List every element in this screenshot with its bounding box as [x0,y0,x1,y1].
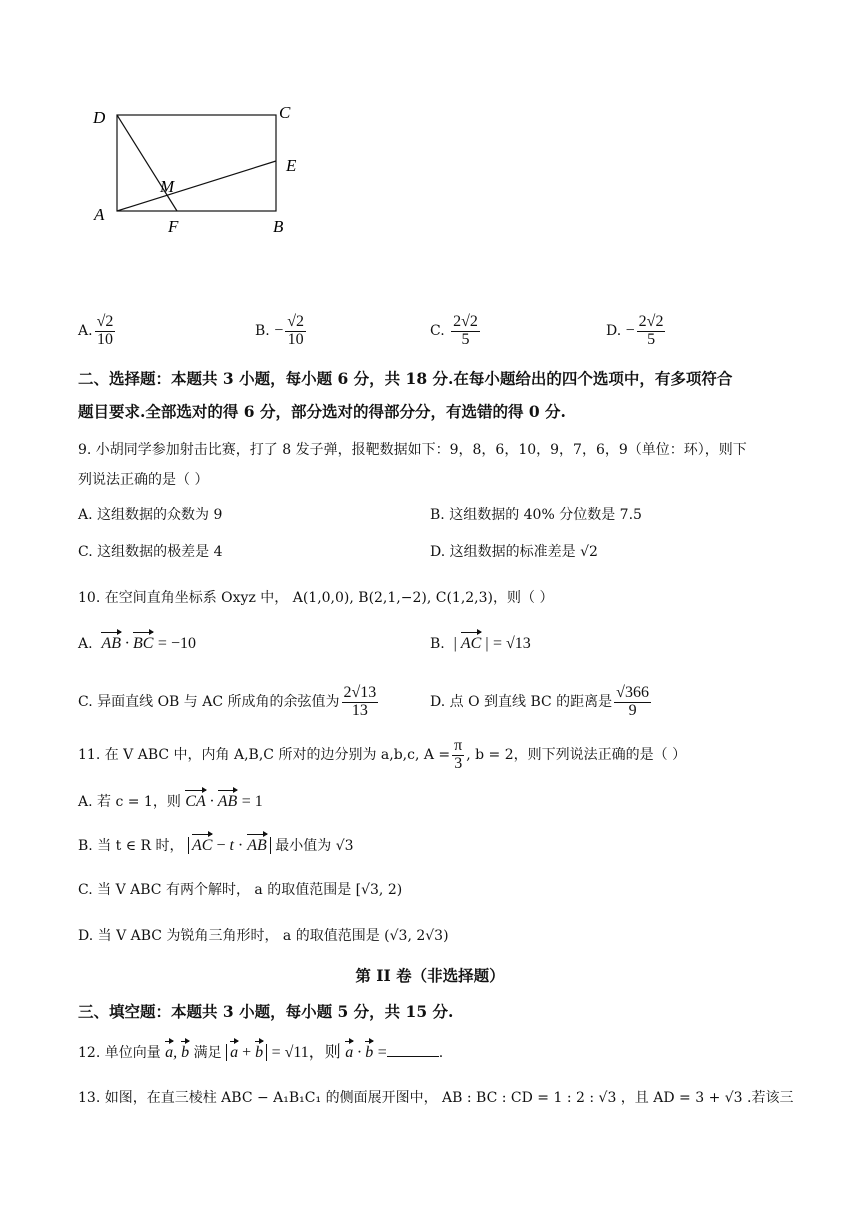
q11-option-a: A. 若 c = 1，则 CA · AB = 1 [78,793,263,810]
q8-option-c: C. $\frac{2√2}{5}$ [430,312,478,348]
rect-abcd [117,115,276,211]
q8-option-d: D. − $\frac{2√2}{5}$ [606,312,664,348]
q9-stem-line2: 列说法正确的是（ ） [78,472,209,488]
q8-option-b: B. − $\frac{√2}{10}$ [255,312,305,348]
q9-stem-line1: 9. 小胡同学参加射击比赛，打了 8 发子弹，报靶数据如下：9，8，6，10，9，7，6，9（单位：环），则下 [78,442,747,458]
q11-option-b: B. 当 t ∈ R 时， AC − t · AB 最小值为 √3 [78,837,354,854]
label-f: F [168,217,179,236]
q11-option-c: C. 当 V ABC 有两个解时， a 的取值范围是 [√3, 2) [78,882,403,898]
label-e: E [286,156,297,175]
q8-option-a: A. $\frac{√2}{10}$ [78,312,114,348]
q9-option-b: B. 这组数据的 40% 分位数是 7.5 [430,507,642,523]
label-d: D [93,108,106,127]
label-m: M [160,177,175,196]
label-a: A [94,205,105,224]
q12-answer-blank [387,1042,439,1057]
q9-option-d: D. 这组数据的标准差是 √2 [430,544,598,560]
q10-option-b: B. | AC | = √13 [430,635,531,652]
part2-title: 第 II 卷（非选择题） [355,966,505,985]
label-b: B [273,217,284,236]
section2-heading-line1: 二、选择题：本题共 3 小题，每小题 6 分，共 18 分.在每小题给出的四个选项中，有多项符合 [78,369,733,388]
q13-stem: 13. 如图，在直三棱柱 ABC − A₁B₁C₁ 的侧面展开图中， AB : BC : CD = 1 : 2 : √3 ，且 AD = 3 + √3 .若该三 [78,1090,794,1106]
q10-stem: 10. 在空间直角坐标系 Oxyz 中， A(1,0,0), B(2,1,−2), C(1,2,3)，则（ ） [78,590,554,606]
q12-stem: 12. 单位向量 a, b 满足 a + b = √11，则 a · b = . [78,1044,444,1061]
rectangle-figure [80,95,320,245]
section3-heading: 三、填空题：本题共 3 小题，每小题 5 分，共 15 分. [78,1002,454,1021]
label-c: C [279,103,291,122]
q10-option-d: D. 点 O 到直线 BC 的距离是 $\frac{√366}{9}$ [430,683,649,719]
q10-option-c: C. 异面直线 OB 与 AC 所成角的余弦值为 $\frac{2√13}{13}$ [78,683,377,719]
section2-heading-line2: 题目要求.全部选对的得 6 分，部分选对的得部分分，有选错的得 0 分. [78,402,566,421]
q9-option-c: C. 这组数据的极差是 4 [78,544,223,560]
q11-option-d: D. 当 V ABC 为锐角三角形时， a 的取值范围是 (√3, 2√3) [78,928,449,944]
segment-df [117,115,177,211]
q11-stem: 11. 在 V ABC 中，内角 A,B,C 所对的边分别为 a,b,c, A = $\frac{\pi}{3}$ , b = 2，则下列说法正确的是（ ） [78,736,687,772]
q9-option-a: A. 这组数据的众数为 9 [78,507,223,523]
q10-option-a: A. AB · BC = −10 [78,635,196,652]
segment-ae [117,161,276,211]
